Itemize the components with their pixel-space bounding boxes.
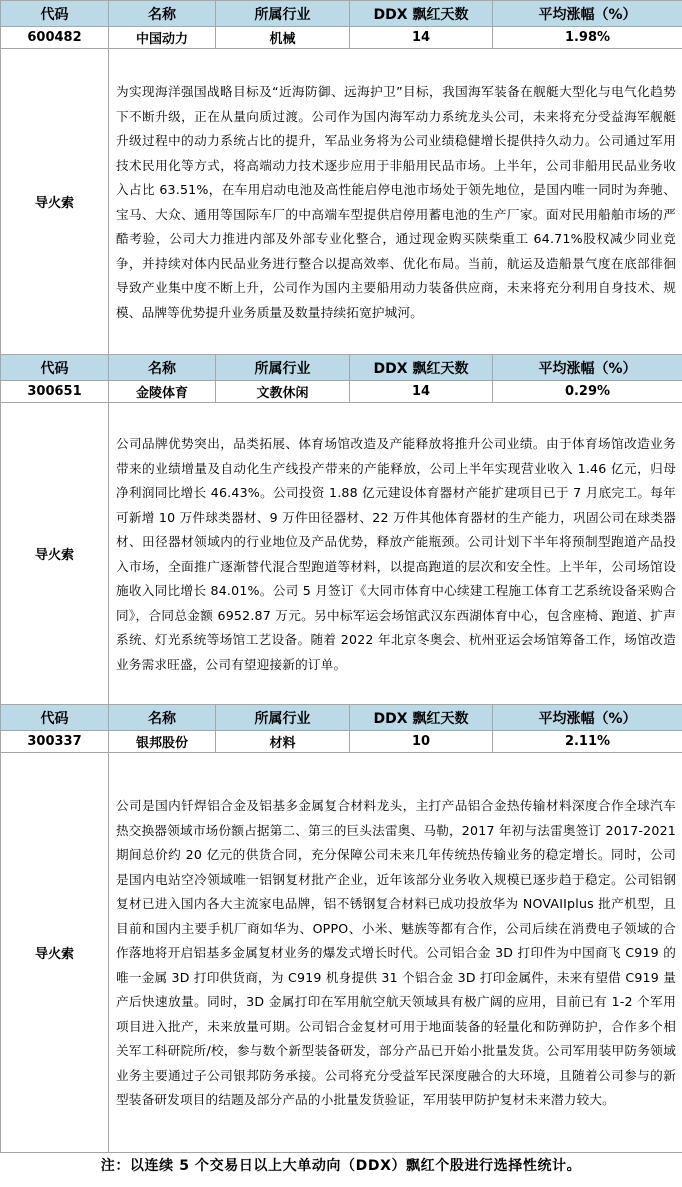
header-avg-gain: 平均涨幅（%） — [493, 355, 682, 381]
stock-code: 300651 — [1, 381, 109, 403]
stock-description-row — [1, 753, 682, 1153]
header-ddx-days: DDX 飘红天数 — [350, 355, 493, 381]
header-name: 名称 — [109, 705, 216, 731]
stock-code: 600482 — [1, 27, 109, 49]
trigger-label: 导火索 — [1, 753, 109, 1153]
stock-values-row — [1, 731, 682, 753]
header-ddx-days: DDX 飘红天数 — [350, 1, 493, 27]
stock-industry: 机械 — [216, 27, 350, 49]
header-avg-gain: 平均涨幅（%） — [493, 705, 682, 731]
stock-ddx-days: 14 — [350, 381, 493, 403]
trigger-label: 导火索 — [1, 403, 109, 705]
header-ddx-days: DDX 飘红天数 — [350, 705, 493, 731]
stock-ddx-days: 14 — [350, 27, 493, 49]
header-name: 名称 — [109, 355, 216, 381]
header-row — [1, 355, 682, 381]
stock-description: 公司是国内钎焊铝合金及铝基多金属复合材料龙头，主打产品铝合金热传输材料深度合作全球汽车热交换器领域市场份额占据第二、第三的巨头法雷奥、马勒，2017 年初与法雷奥签订 2017-2021 期间总价约 20 亿元的供货合同，充分保障公司未来几年传统热传输业务的稳定增长。同时，公司是国内电站空冷领域唯一铝钢复材批产企业，近年该部分业务收入规模已逐步趋于稳定。公司铝钢复材已进入国内各大主流家电品牌，铝不锈钢复合材料已成功投放华为 NOVAIIplus 批产机型，且目前和国内主要手机厂商如华为、OPPO、小米、魅族等都有合作，公司后续在消费电子领域的合作落地将开启铝基多金属复材业务的爆发式增长时代。公司铝合金 3D 打印件为中国商飞 C919 的唯一金属 3D 打印供货商，为 C919 机身提供 31 个铝合金 3D 打印金属件，未来有望借 C919 量产后快速放量。同时，3D 金属打印在军用航空航天领域具有极广阔的应用，目前已有 1-2 个军用项目进入批产，未来放量可期。公司铝合金复材可用于地面装备的轻量化和防弹防护，合作多个相关军工科研院所/校，参与数个新型装备研发，部分产品已开始小批量发货。公司军用装甲防务领域业务主要通过子公司银邦防务承接。公司将充分受益军民深度融合的大环境，且随着公司参与的新型装备研发项目的结题及部分产品的小批量发货验证，军用装甲防护复材未来潜力较大。 — [109, 753, 682, 1153]
trigger-label: 导火索 — [1, 49, 109, 355]
header-industry: 所属行业 — [216, 705, 350, 731]
stock-ddx-days: 10 — [350, 731, 493, 753]
stock-values-row — [1, 381, 682, 403]
stock-avg-gain: 0.29% — [493, 381, 682, 403]
header-row — [1, 1, 682, 27]
header-avg-gain: 平均涨幅（%） — [493, 1, 682, 27]
stock-avg-gain: 1.98% — [493, 27, 682, 49]
stock-description: 公司品牌优势突出，品类拓展、体育场馆改造及产能释放将推升公司业绩。由于体育场馆改造业务带来的业绩增量及自动化生产线投产带来的产能释放，公司上半年实现营业收入 1.46 亿元，归母净利润同比增长 46.43%。公司投资 1.88 亿元建设体育器材产能扩建项目已于 7 月底完工。每年可新增 10 万件球类器材、9 万件田径器材、22 万件其他体育器材的生产能力，巩固公司在球类器材、田径器材领域内的行业地位及产品优势，释放产能瓶颈。公司计划下半年将预制型跑道产品投入市场，全面推广逐渐替代混合型跑道等材料，以提高跑道的层次和安全性。上半年，公司场馆设施收入同比增长 84.01%。公司 5 月签订《大同市体育中心续建工程施工体育工艺系统设备采购合同》，合同总金额 6952.87 万元。另中标军运会场馆武汉东西湖体育中心，包含座椅、跑道、扩声系统、灯光系统等场馆工艺设备。随着 2022 年北京冬奥会、杭州亚运会场馆筹备工作，场馆改造业务需求旺盛，公司有望迎接新的订单。 — [109, 403, 682, 705]
header-code: 代码 — [1, 355, 109, 381]
stock-industry: 文教休闲 — [216, 381, 350, 403]
stock-name: 中国动力 — [109, 27, 216, 49]
stock-description-row — [1, 49, 682, 355]
header-industry: 所属行业 — [216, 1, 350, 27]
stock-values-row — [1, 27, 682, 49]
header-name: 名称 — [109, 1, 216, 27]
header-row — [1, 705, 682, 731]
stock-description-row — [1, 403, 682, 705]
header-code: 代码 — [1, 705, 109, 731]
stock-industry: 材料 — [216, 731, 350, 753]
stock-name: 金陵体育 — [109, 381, 216, 403]
header-industry: 所属行业 — [216, 355, 350, 381]
stock-code: 300337 — [1, 731, 109, 753]
stock-name: 银邦股份 — [109, 731, 216, 753]
header-code: 代码 — [1, 1, 109, 27]
stock-avg-gain: 2.11% — [493, 731, 682, 753]
footnote: 注：以连续 5 个交易日以上大单动向（DDX）飘红个股进行选择性统计。 — [100, 1158, 582, 1174]
stock-description: 为实现海洋强国战略目标及“近海防御、远海护卫”目标，我国海军装备在舰艇大型化与电气化趋势下不断升级，正在从量向质过渡。公司作为国内海军动力系统龙头公司，未来将充分受益海军舰艇升级过程中的动力系统占比的提升，军品业务将为公司业绩稳健增长提供持久动力。公司通过军用技术民用化等方式，将高端动力技术逐步应用于非船用民品市场。上半年，公司非船用民品业务收入占比 63.51%，在车用启动电池及高性能启停电池市场处于领先地位，是国内唯一同时为奔驰、宝马、大众、通用等国际车厂的中高端车型提供启停用蓄电池的生产厂家。面对民用船舶市场的严酷考验，公司大力推进内部及外部专业化整合，通过现金购买陕柴重工 64.71%股权减少同业竞争，并持续对体内民品业务进行整合以提高效率、优化布局。当前，航运及造船景气度在底部徘徊导致产业集中度不断上升，公司作为国内主要船用动力装备供应商，未来将充分利用自身技术、规模、品牌等优势提升业务质量及数量持续拓宽护城河。 — [109, 49, 682, 355]
